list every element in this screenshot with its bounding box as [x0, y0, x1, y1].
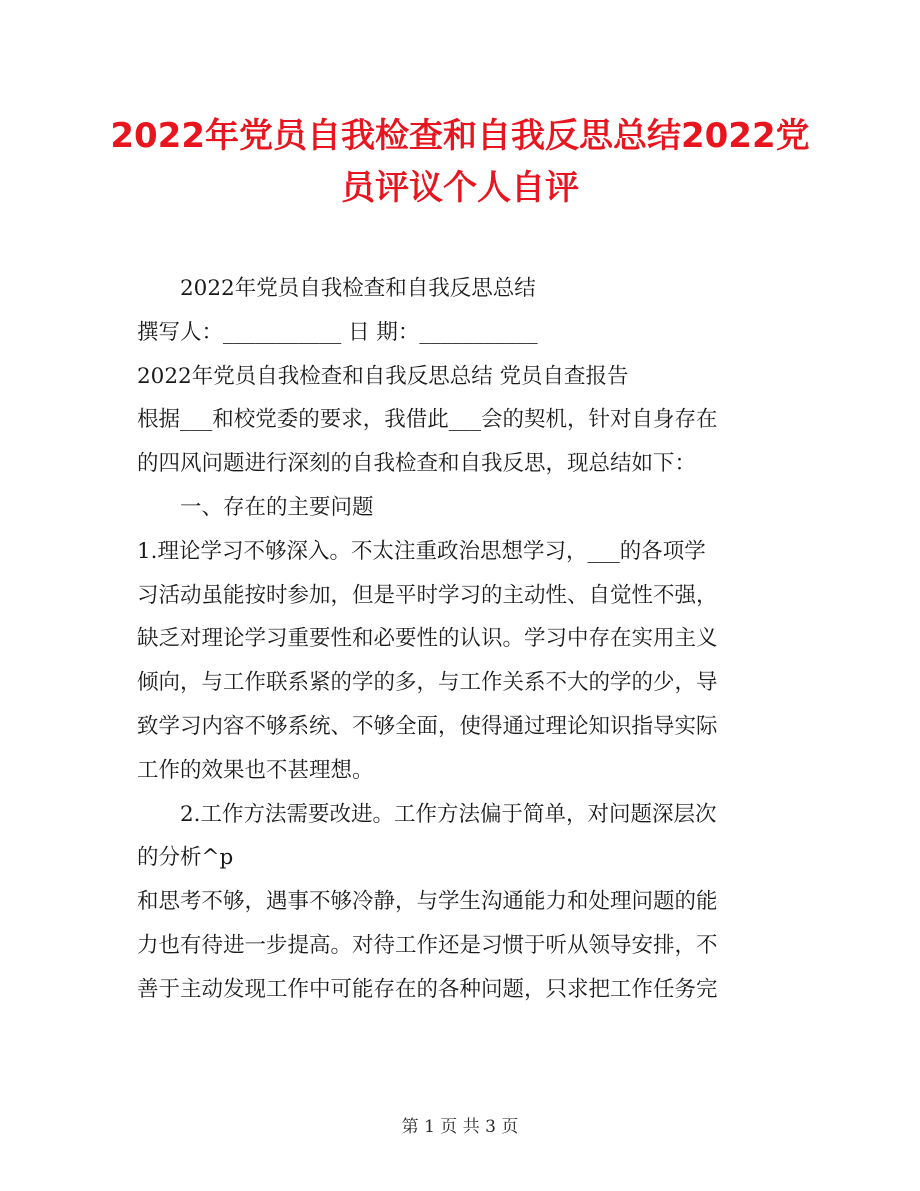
document-title	[0, 110, 920, 214]
section-heading: 一、存在的主要问题	[180, 494, 374, 520]
title-line-1: 2022年党员自我检查和自我反思总结2022党	[110, 116, 810, 156]
paragraph-line: 2022年党员自我检查和自我反思总结 党员自查报告	[137, 363, 629, 389]
title-line-2: 员评议个人自评	[341, 168, 579, 208]
paragraph-line: 致学习内容不够系统、不够全面，使得通过理论知识指导实际	[137, 713, 718, 739]
paragraph-line: 2.工作方法需要改进。工作方法偏于简单，对问题深层次	[180, 801, 717, 827]
paragraph-line: 倾向，与工作联系紧的学的多，与工作关系不大的学的少，导	[137, 670, 718, 696]
document-body	[137, 267, 787, 1012]
author-date-line: 撰写人：___________ 日 期：___________	[137, 319, 538, 345]
paragraph-line: 缺乏对理论学习重要性和必要性的认识。学习中存在实用主义	[137, 626, 718, 652]
paragraph-line: 习活动虽能按时参加，但是平时学习的主动性、自觉性不强，	[137, 582, 718, 608]
paragraph-line: 1.理论学习不够深入。不太注重政治思想学习，___的各项学	[137, 538, 706, 564]
subtitle-line: 2022年党员自我检查和自我反思总结	[180, 276, 536, 301]
paragraph-line: 善于主动发现工作中可能存在的各种问题，只求把工作任务完	[137, 976, 718, 1002]
page-number-label: 第 1 页 共 3 页	[401, 1117, 519, 1137]
paragraph-line: 和思考不够，遇事不够冷静，与学生沟通能力和处理问题的能	[137, 889, 718, 915]
paragraph-line: 力也有待进一步提高。对待工作还是习惯于听从领导安排，不	[137, 932, 718, 958]
paragraph-line: 的分析^p	[137, 845, 234, 871]
paragraph-line: 根据___和校党委的要求，我借此___会的契机，针对自身存在	[137, 407, 718, 433]
paragraph-line: 工作的效果也不甚理想。	[137, 757, 374, 783]
page-footer	[0, 1112, 920, 1137]
paragraph-line: 的四风问题进行深刻的自我检查和自我反思，现总结如下：	[137, 451, 697, 477]
